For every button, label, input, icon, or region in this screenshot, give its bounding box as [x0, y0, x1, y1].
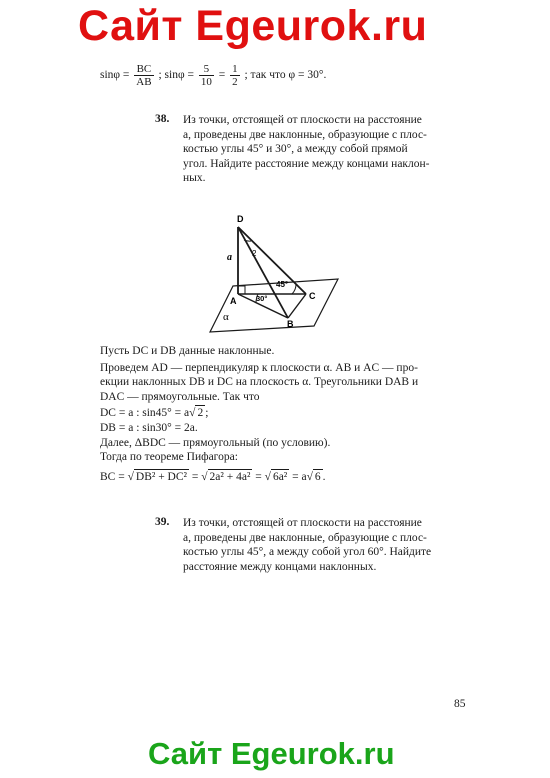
formula-sin-phi — [100, 63, 326, 88]
label-a-length: a — [227, 252, 232, 263]
edge-bc — [288, 294, 306, 318]
fraction-bc-ab: $\frac{BC}{AB}$ — [136, 63, 152, 88]
formula-part: . — [322, 470, 326, 483]
geometry-figure — [200, 210, 345, 338]
label-angle-45: 45° — [276, 280, 289, 289]
solution-38 — [100, 344, 475, 484]
sqrt-db-dc: DB² + DC² — [135, 470, 187, 483]
problem-38-text — [183, 113, 473, 186]
label-angle-2: 2 — [252, 249, 257, 258]
sqrt-6: 6 — [314, 470, 321, 483]
problem-39-text — [183, 516, 473, 574]
problem-39-line: расстояние между концами наклонных. — [183, 560, 377, 573]
sqrt-6a: 6a² — [272, 470, 288, 483]
formula-part: = — [255, 470, 262, 483]
formula-db: DB = a : sin30° = 2a. — [100, 421, 198, 434]
formula-part: = a — [292, 470, 307, 483]
label-a-point: A — [230, 296, 237, 306]
problem-39-line: a, проведены две наклонные, образующие с плос- — [183, 531, 427, 544]
label-angle-30: 30° — [256, 294, 268, 303]
problem-39-line: костью углы 45°, а между собой угол 60°. Найдите — [183, 546, 432, 559]
problem-38-line: a, проведены две наклонные, образующие с плос- — [183, 128, 427, 141]
problem-39-number: 39. — [155, 516, 170, 528]
fraction-1-2: $\frac{1}{2}$ — [232, 63, 238, 88]
problem-38-line: угол. Найдите расстояние между концами наклон- — [183, 157, 430, 170]
formula-bc: BC = √ DB² + DC² = √ 2a² + 4a² = √ 6a² = a√ 6 . — [100, 470, 326, 483]
problem-38-line: Из точки, отстоящей от плоскости на расстояние — [183, 114, 422, 126]
formula-part: = — [218, 69, 226, 82]
page-number: 85 — [454, 698, 466, 710]
fraction-5-10: $\frac{5}{10}$ — [200, 63, 212, 88]
problem-38-number: 38. — [155, 113, 170, 125]
label-d: D — [237, 214, 244, 224]
solution-line: DAC — прямоугольные. Так что — [100, 390, 260, 403]
problem-39-line: Из точки, отстоящей от плоскости на расстояние — [183, 517, 422, 529]
label-c-point: C — [309, 291, 316, 301]
formula-dc: DC = a : sin45° = a√ 2 ; — [100, 407, 209, 420]
solution-line: екции наклонных DB и DC на плоскость α. Треугольники DAB и — [100, 376, 419, 389]
label-alpha: α — [223, 311, 229, 323]
solution-line: Тогда по теореме Пифагора: — [100, 451, 238, 464]
solution-line: Проведем AD — перпендикуляр к плоскости α. AB и AC — про- — [100, 361, 418, 374]
site-title-bottom: Сайт Egeurok.ru — [148, 736, 395, 771]
site-title-top: Сайт Egeurok.ru — [78, 2, 428, 50]
sqrt-2a-4a: 2a² + 4a² — [209, 470, 251, 483]
solution-line: Далее, ΔBDC — прямоугольный (по условию). — [100, 436, 331, 449]
formula-part: BC = — [100, 470, 125, 483]
formula-part: ; sinφ = — [158, 69, 194, 82]
formula-part: ; так что φ = 30°. — [244, 69, 327, 82]
problem-38-line: костью углы 45° и 30°, а между собой прямой — [183, 143, 408, 156]
right-angle-mark — [238, 286, 245, 294]
solution-line: Пусть DC и DB данные наклонные. — [100, 345, 275, 357]
formula-part: ; — [205, 407, 209, 420]
formula-part: DC = a : sin45° = a — [100, 407, 190, 420]
sqrt-2: 2 — [197, 407, 204, 420]
formula-part: sinφ = — [100, 69, 130, 82]
angle-45-arc — [292, 284, 296, 294]
problem-38-line: ных. — [183, 172, 206, 185]
label-b-point: B — [287, 319, 294, 329]
formula-part: = — [191, 470, 199, 483]
